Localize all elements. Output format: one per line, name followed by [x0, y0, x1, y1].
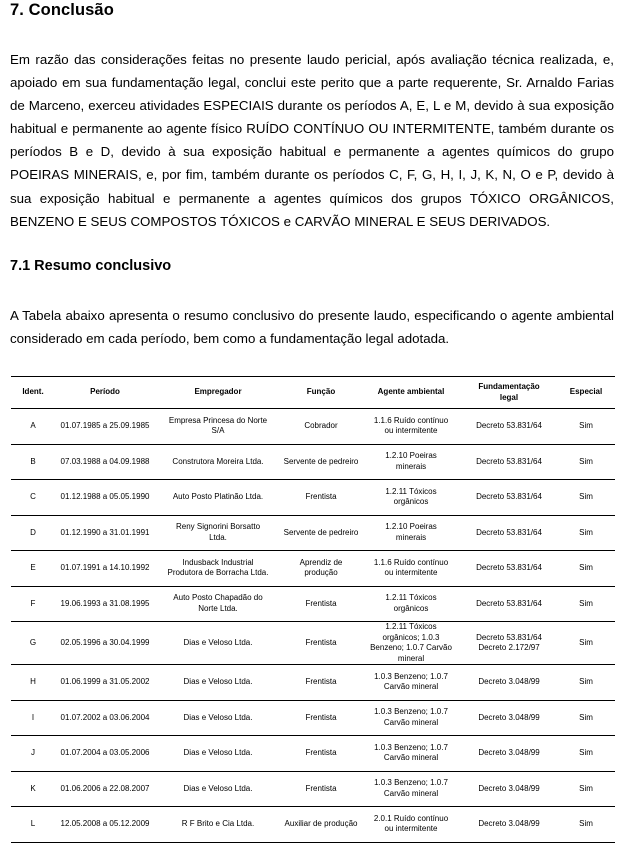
cell-agente: 1.0.3 Benzeno; 1.0.7 Carvão mineral	[361, 665, 461, 701]
cell-empregador: Dias e Veloso Ltda.	[155, 771, 281, 807]
cell-periodo: 01.06.1999 a 31.05.2002	[55, 665, 155, 701]
cell-especial: Sim	[557, 622, 615, 665]
cell-ident: K	[11, 771, 55, 807]
cell-agente: 1.0.3 Benzeno; 1.0.7 Carvão mineral	[361, 736, 461, 772]
cell-funcao: Servente de pedreiro	[281, 515, 361, 551]
cell-fundamentacao: Decreto 53.831/64	[461, 551, 557, 587]
header-ident: Ident.	[11, 377, 55, 409]
header-especial: Especial	[557, 377, 615, 409]
cell-empregador: Dias e Veloso Ltda.	[155, 736, 281, 772]
cell-periodo: 01.07.2002 a 03.06.2004	[55, 700, 155, 736]
cell-agente: 1.2.11 Tóxicos orgânicos	[361, 480, 461, 516]
cell-ident: F	[11, 586, 55, 622]
cell-periodo: 12.05.2008 a 05.12.2009	[55, 807, 155, 843]
summary-intro-paragraph: A Tabela abaixo apresenta o resumo conclusivo do presente laudo, especificando o agente ambiental considerado em cada período, bem como a fundamentação legal adotada.	[10, 308, 614, 347]
cell-funcao: Frentista	[281, 586, 361, 622]
cell-funcao: Frentista	[281, 771, 361, 807]
cell-especial: Sim	[557, 771, 615, 807]
header-agente: Agente ambiental	[361, 377, 461, 409]
cell-ident: D	[11, 515, 55, 551]
cell-agente: 1.2.11 Tóxicos orgânicos	[361, 586, 461, 622]
cell-fundamentacao: Decreto 3.048/99	[461, 665, 557, 701]
cell-fundamentacao: Decreto 53.831/64	[461, 480, 557, 516]
cell-agente: 1.2.10 Poeiras minerais	[361, 444, 461, 480]
cell-periodo: 01.07.1991 a 14.10.1992	[55, 551, 155, 587]
cell-fundamentacao: Decreto 53.831/64	[461, 515, 557, 551]
cell-especial: Sim	[557, 700, 615, 736]
cell-funcao: Servente de pedreiro	[281, 444, 361, 480]
cell-fundamentacao: Decreto 53.831/64	[461, 586, 557, 622]
cell-agente: 1.1.6 Ruído contínuo ou intermitente	[361, 551, 461, 587]
table-row	[11, 586, 615, 622]
cell-ident: B	[11, 444, 55, 480]
cell-especial: Sim	[557, 515, 615, 551]
cell-empregador: Dias e Veloso Ltda.	[155, 622, 281, 665]
table-row	[11, 480, 615, 516]
cell-especial: Sim	[557, 480, 615, 516]
table-row	[11, 807, 615, 843]
cell-periodo: 01.07.1985 a 25.09.1985	[55, 409, 155, 445]
cell-ident: J	[11, 736, 55, 772]
table-row	[11, 444, 615, 480]
cell-especial: Sim	[557, 586, 615, 622]
table-header-row	[11, 377, 615, 409]
cell-ident: E	[11, 551, 55, 587]
cell-periodo: 02.05.1996 a 30.04.1999	[55, 622, 155, 665]
table-row	[11, 771, 615, 807]
cell-fundamentacao: Decreto 3.048/99	[461, 736, 557, 772]
header-periodo: Período	[55, 377, 155, 409]
table-row	[11, 551, 615, 587]
cell-periodo: 07.03.1988 a 04.09.1988	[55, 444, 155, 480]
section-heading: 7. Conclusão	[10, 1, 114, 19]
cell-funcao: Cobrador	[281, 409, 361, 445]
cell-especial: Sim	[557, 736, 615, 772]
cell-funcao: Auxiliar de produção	[281, 807, 361, 843]
cell-agente: 1.0.3 Benzeno; 1.0.7 Carvão mineral	[361, 700, 461, 736]
cell-funcao: Frentista	[281, 622, 361, 665]
cell-ident: L	[11, 807, 55, 843]
table-row	[11, 736, 615, 772]
cell-periodo: 01.07.2004 a 03.05.2006	[55, 736, 155, 772]
cell-agente: 1.2.10 Poeiras minerais	[361, 515, 461, 551]
cell-empregador: Dias e Veloso Ltda.	[155, 665, 281, 701]
header-fundamentacao: Fundamentação legal	[461, 377, 557, 409]
cell-empregador: Auto Posto Chapadão do Norte Ltda.	[155, 586, 281, 622]
cell-fundamentacao: Decreto 53.831/64 Decreto 2.172/97	[461, 622, 557, 665]
cell-funcao: Frentista	[281, 736, 361, 772]
cell-funcao: Frentista	[281, 700, 361, 736]
cell-empregador: Construtora Moreira Ltda.	[155, 444, 281, 480]
cell-especial: Sim	[557, 807, 615, 843]
cell-ident: C	[11, 480, 55, 516]
cell-agente: 2.0.1 Ruído contínuo ou intermitente	[361, 807, 461, 843]
cell-especial: Sim	[557, 444, 615, 480]
cell-ident: I	[11, 700, 55, 736]
table-row	[11, 665, 615, 701]
cell-fundamentacao: Decreto 3.048/99	[461, 807, 557, 843]
cell-periodo: 01.12.1990 a 31.01.1991	[55, 515, 155, 551]
cell-ident: G	[11, 622, 55, 665]
cell-empregador: Dias e Veloso Ltda.	[155, 700, 281, 736]
cell-fundamentacao: Decreto 53.831/64	[461, 409, 557, 445]
conclusion-paragraph: Em razão das considerações feitas no presente laudo pericial, após avaliação técnica realizada, e, apoiado em sua fundamentação legal, conclui este perito que a parte requerente, Sr. Arnaldo Farias de Marceno, exerceu atividades ESPECIAIS durante os períodos A, E, L e M, devido à sua exposição habitual e permanente ao agente físico RUÍDO CONTÍNUO OU INTERMITENTE, também durante os períodos B e D, devido à sua exposição habitual e permanente a agentes químicos do grupo POEIRAS MINERAIS, e, por fim, também durante os períodos C, F, G, H, I, J, K, N, O e P, devido à sua exposição habitual e permanente a agentes químicos dos grupos TÓXICO ORGÂNICOS, BENZENO E SEUS COMPOSTOS TÓXICOS e CARVÃO MINERAL E SEUS DERIVADOS.	[10, 52, 614, 229]
cell-especial: Sim	[557, 665, 615, 701]
cell-empregador: Empresa Princesa do Norte S/A	[155, 409, 281, 445]
cell-fundamentacao: Decreto 3.048/99	[461, 771, 557, 807]
cell-especial: Sim	[557, 551, 615, 587]
cell-fundamentacao: Decreto 53.831/64	[461, 444, 557, 480]
header-funcao: Função	[281, 377, 361, 409]
cell-empregador: Indusback Industrial Produtora de Borracha Ltda.	[155, 551, 281, 587]
cell-fundamentacao: Decreto 3.048/99	[461, 700, 557, 736]
cell-ident: A	[11, 409, 55, 445]
summary-table	[11, 376, 615, 843]
cell-funcao: Frentista	[281, 665, 361, 701]
cell-funcao: Frentista	[281, 480, 361, 516]
cell-periodo: 01.06.2006 a 22.08.2007	[55, 771, 155, 807]
cell-empregador: Auto Posto Platinão Ltda.	[155, 480, 281, 516]
table-row	[11, 515, 615, 551]
table-row	[11, 409, 615, 445]
cell-ident: H	[11, 665, 55, 701]
cell-funcao: Aprendiz de produção	[281, 551, 361, 587]
subsection-heading: 7.1 Resumo conclusivo	[10, 258, 172, 274]
header-empregador: Empregador	[155, 377, 281, 409]
table-row	[11, 700, 615, 736]
table-row	[11, 622, 615, 665]
cell-empregador: Reny Signorini Borsatto Ltda.	[155, 515, 281, 551]
cell-periodo: 19.06.1993 a 31.08.1995	[55, 586, 155, 622]
cell-periodo: 01.12.1988 a 05.05.1990	[55, 480, 155, 516]
cell-especial: Sim	[557, 409, 615, 445]
cell-agente: 1.2.11 Tóxicos orgânicos; 1.0.3 Benzeno; 1.0.7 Carvão mineral	[361, 622, 461, 665]
cell-empregador: R F Brito e Cia Ltda.	[155, 807, 281, 843]
cell-agente: 1.1.6 Ruído contínuo ou intermitente	[361, 409, 461, 445]
cell-agente: 1.0.3 Benzeno; 1.0.7 Carvão mineral	[361, 771, 461, 807]
